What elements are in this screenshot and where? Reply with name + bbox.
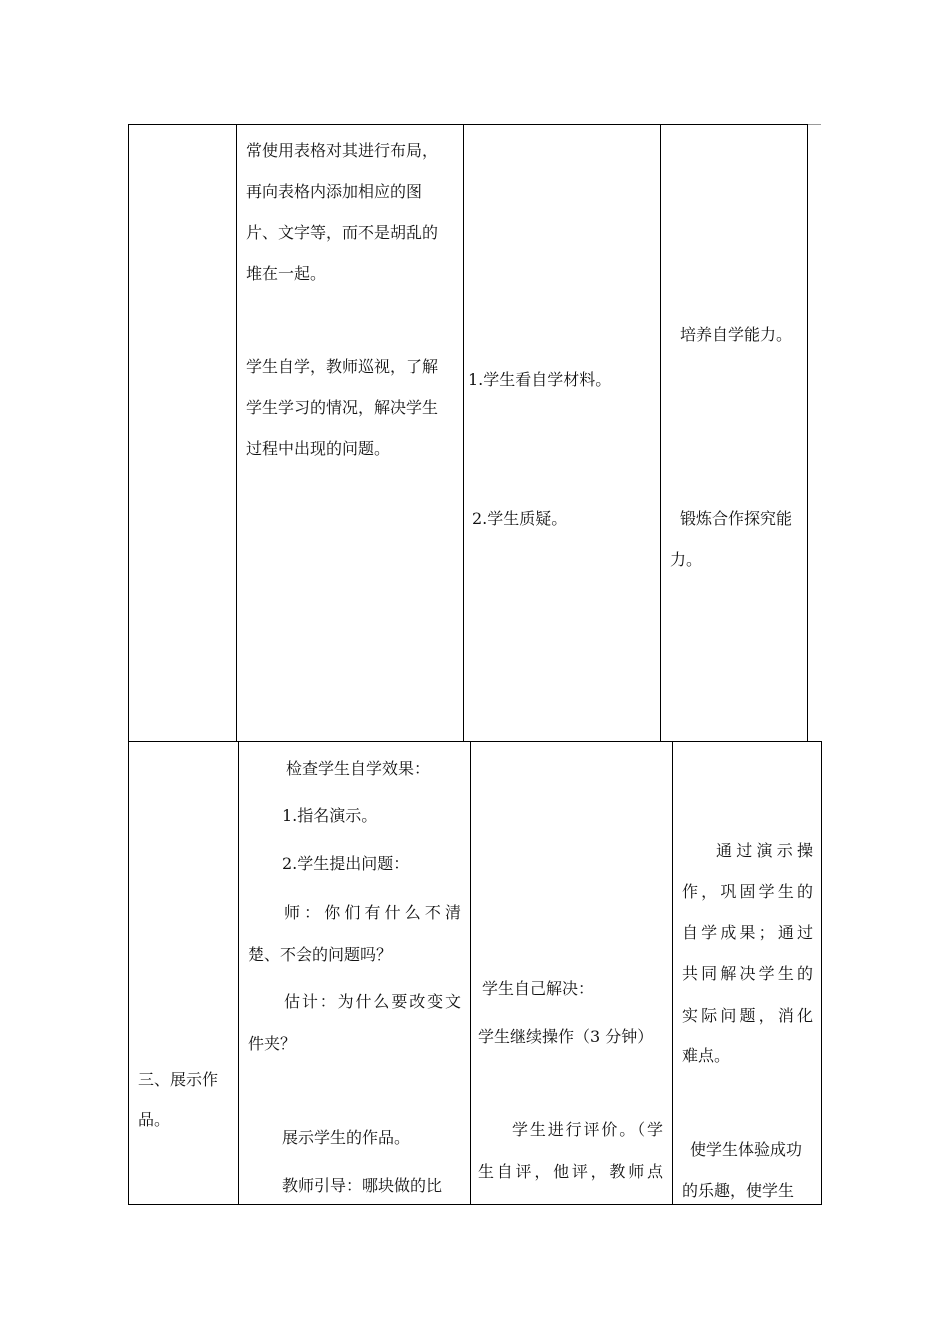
table-bottom-divider-3 <box>672 741 673 1205</box>
cell-text: 难点。 <box>682 1046 731 1065</box>
cell-text: 1.指名演示。 <box>282 806 378 825</box>
cell-text: 自学成果；通过 <box>682 923 813 942</box>
cell-text: 品。 <box>138 1110 171 1129</box>
table-bottom-border-right <box>821 741 822 1205</box>
cell-text: 力。 <box>670 550 703 569</box>
table-bottom-border-bottom <box>128 1204 822 1205</box>
cell-text: 锻炼合作探究能 <box>680 509 793 528</box>
cell-text: 1.学生看自学材料。 <box>468 370 612 389</box>
cell-text: 师：你们有什么不清 <box>284 903 461 922</box>
cell-text: 教师引导：哪块做的比 <box>282 1176 443 1195</box>
cell-text: 学生自学，教师巡视，了解 <box>246 357 439 376</box>
table-top-divider-2 <box>463 124 464 742</box>
table-top-border-left <box>128 124 129 742</box>
table-top-border-top <box>128 124 807 125</box>
cell-text: 作，巩固学生的 <box>682 882 813 901</box>
cell-text: 学生自己解决： <box>482 979 595 998</box>
cell-text: 常使用表格对其进行布局， <box>246 141 439 160</box>
cell-text: 2.学生提出问题： <box>282 854 410 873</box>
cell-text: 再向表格内添加相应的图 <box>246 182 423 201</box>
cell-text: 过程中出现的问题。 <box>246 439 391 458</box>
cell-text: 堆在一起。 <box>246 264 327 283</box>
cell-text: 件夹？ <box>248 1034 297 1053</box>
cell-text: 培养自学能力。 <box>680 325 793 344</box>
table-bottom-border-left <box>128 741 129 1205</box>
cell-text: 检查学生自学效果： <box>286 759 431 778</box>
cell-text: 三、展示作 <box>138 1070 219 1089</box>
table-top-divider-1 <box>236 124 237 742</box>
table-bottom-divider-2 <box>470 741 471 1205</box>
table-top-border-top-stub <box>807 124 821 125</box>
table-bottom-divider-1 <box>238 741 239 1205</box>
cell-text: 楚、不会的问题吗？ <box>248 945 393 964</box>
table-top-border-right <box>807 124 808 742</box>
cell-text: 学生进行评价。（学 <box>512 1120 663 1139</box>
cell-text: 通过演示操 <box>716 841 813 860</box>
cell-text: 片、文字等，而不是胡乱的 <box>246 223 439 242</box>
cell-text: 展示学生的作品。 <box>282 1128 411 1147</box>
cell-text: 2.学生质疑。 <box>472 509 568 528</box>
table-bottom-border-top <box>128 741 822 742</box>
table-top-divider-3 <box>660 124 661 742</box>
cell-text: 的乐趣，使学生 <box>682 1181 795 1200</box>
cell-text: 学生学习的情况，解决学生 <box>246 398 439 417</box>
cell-text: 估计：为什么要改变文 <box>284 992 461 1011</box>
cell-text: 实际问题，消化 <box>682 1006 813 1025</box>
cell-text: 生自评，他评，教师点 <box>478 1162 663 1181</box>
cell-text: 使学生体验成功 <box>690 1140 803 1159</box>
cell-text: 学生继续操作（3 分钟） <box>478 1027 654 1046</box>
cell-text: 共同解决学生的 <box>682 964 813 983</box>
